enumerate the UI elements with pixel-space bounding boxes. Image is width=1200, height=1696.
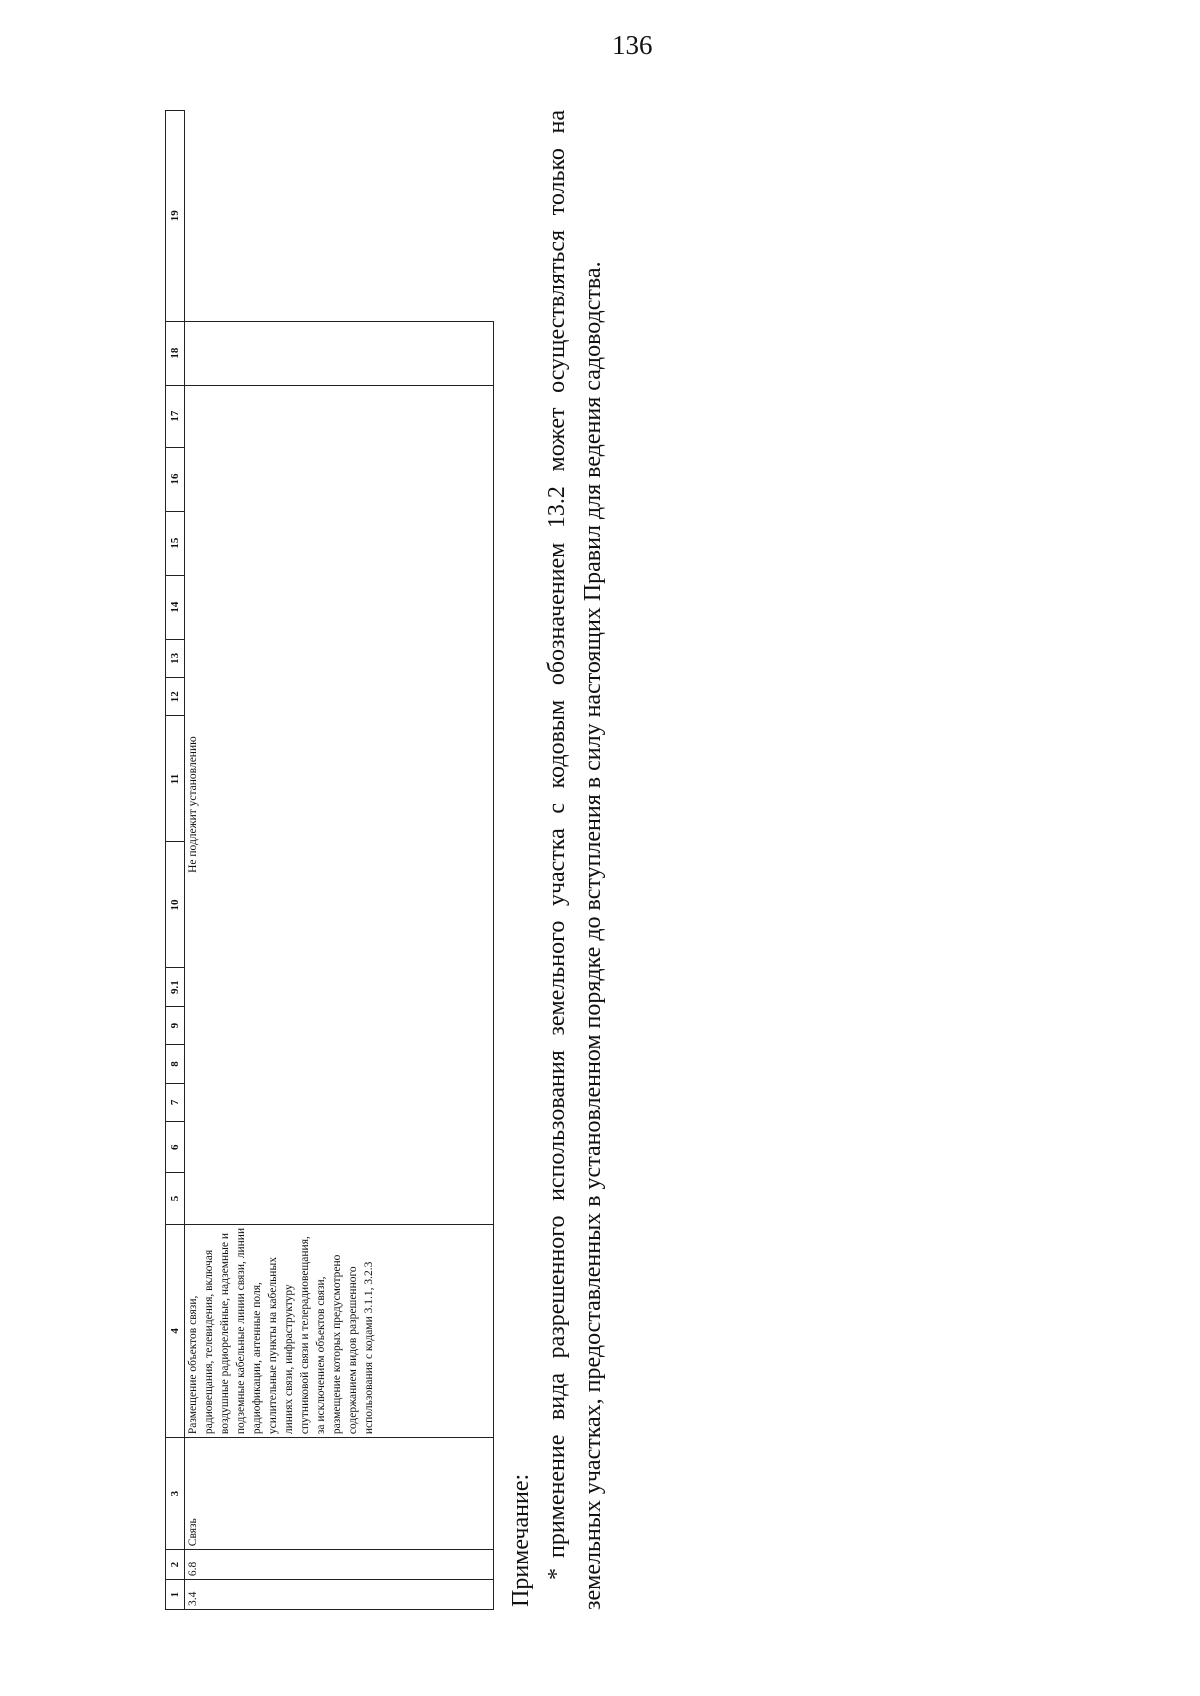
column-header-15: 15 xyxy=(166,511,185,575)
column-header-6: 6 xyxy=(166,1122,185,1173)
cell-use-description: Размещение объектов связи, радиовещания, телевидения, включая воздушные радиорелейные, надземные и подземные кабельные линии связи, линии радиофикации, антенные поля, усилительные пункты на кабельных линиях связи, инфраструктуру спутниковой связи и телерадиовещания, за исключением объектов связи, размещение которых предусмотрено содержанием видов разрешенного использования с кодами 3.1.1, 3.2.3 xyxy=(185,1224,494,1438)
note-heading: Примечание: xyxy=(508,1473,534,1607)
column-header-13: 13 xyxy=(166,639,185,677)
cell-column-19 xyxy=(185,321,494,385)
column-header-8: 8 xyxy=(166,1045,185,1083)
column-header-1: 1 xyxy=(166,1580,185,1610)
column-header-11: 11 xyxy=(166,716,185,842)
page-number: 136 xyxy=(612,30,653,60)
cell-zone-code: 3.4 xyxy=(185,1580,494,1610)
column-header-4: 4 xyxy=(166,1224,185,1438)
cell-parameters-merged: Не подлежит установлению xyxy=(185,385,494,1224)
column-header-2: 2 xyxy=(166,1550,185,1580)
column-header-3: 3 xyxy=(166,1438,185,1550)
table-header-row xyxy=(166,111,185,1610)
column-header-12: 12 xyxy=(166,678,185,716)
column-header-14: 14 xyxy=(166,575,185,639)
column-header-5: 5 xyxy=(166,1173,185,1224)
rotated-landscape-content xyxy=(165,110,965,1610)
note-body xyxy=(539,110,611,1610)
note-text: применение вида разрешенного использования земельного участка с кодовым обозначением 13.2 может осуществляться только на земельных участках, предоставленных в установленном порядке до вступления в силу настоящих Правил для ведения садоводства. xyxy=(544,110,606,1610)
asterisk-marker: * xyxy=(544,1568,570,1580)
column-header-10: 10 xyxy=(166,842,185,968)
column-header-18: 18 xyxy=(166,321,185,385)
table-row xyxy=(185,111,494,1610)
column-header-7: 7 xyxy=(166,1083,185,1121)
column-header-9-1: 9.1 xyxy=(166,968,185,1006)
cell-use-code: 6.8 xyxy=(185,1550,494,1580)
cell-use-name: Связь xyxy=(185,1438,494,1550)
column-header-17: 17 xyxy=(166,385,185,447)
column-header-19: 19 xyxy=(166,111,185,322)
column-header-16: 16 xyxy=(166,447,185,511)
footnote-section xyxy=(503,110,611,1610)
zoning-table xyxy=(165,110,494,1610)
column-header-9: 9 xyxy=(166,1006,185,1044)
